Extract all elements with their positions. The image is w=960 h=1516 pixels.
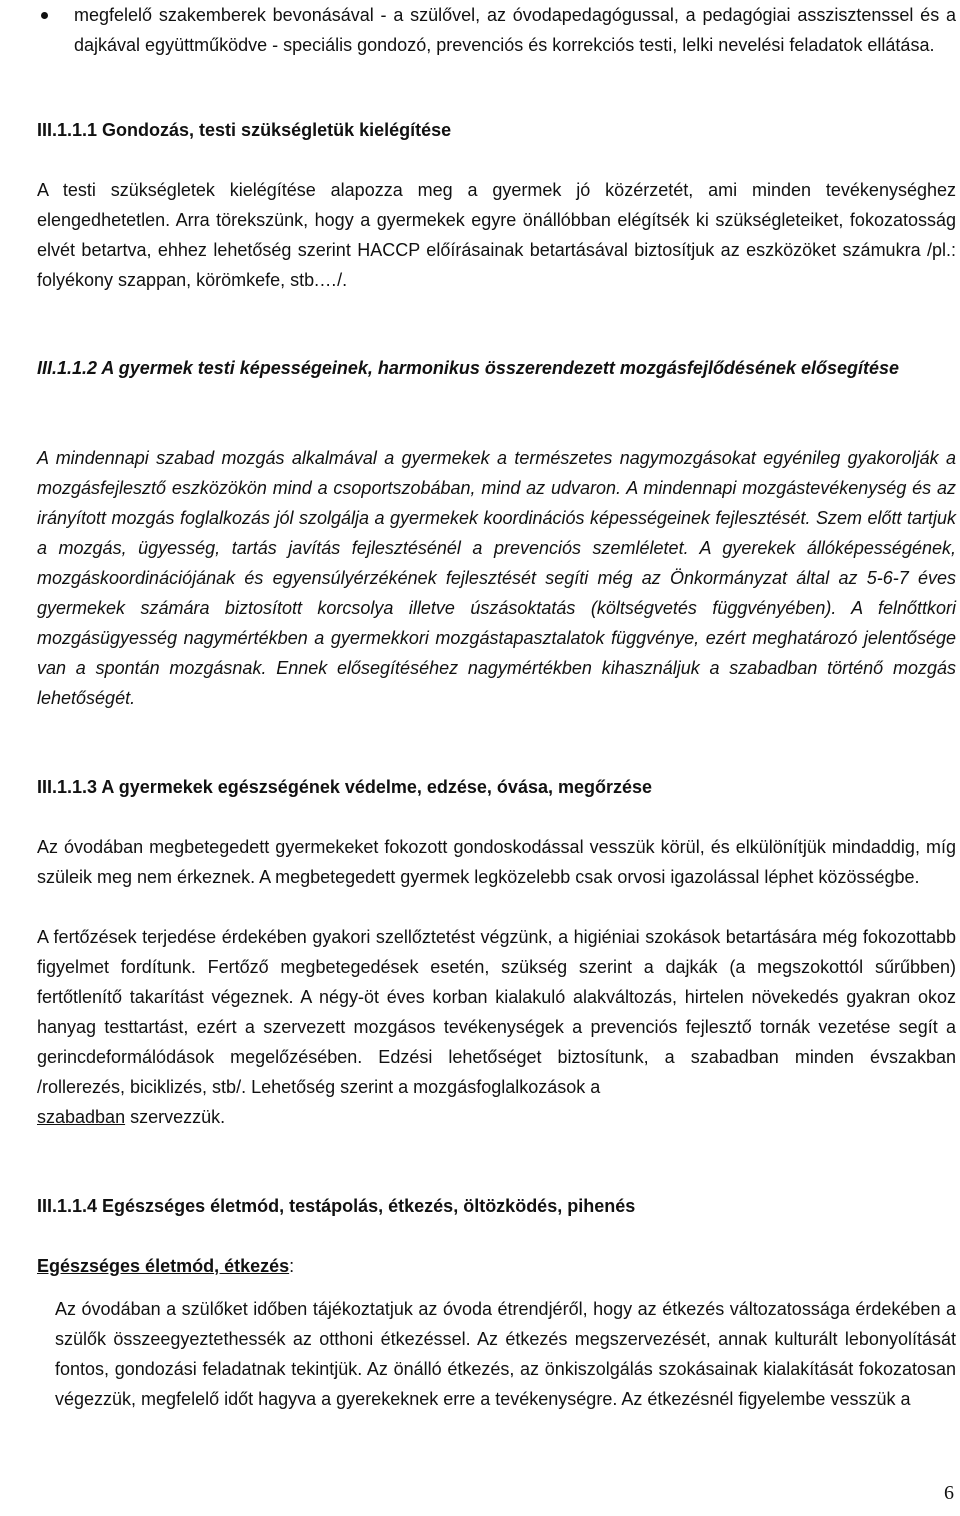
section-4-paragraph: Az óvodában a szülőket időben tájékoztatjuk az óvoda étrendjéről, hogy az étkezés változatossága érdekében a szülők összeegyeztethessék az otthoni étkezéssel. Az étkezés megszervezését, annak kulturált lebonyolítását fontos, gondozási feladatnak tekintjük. Az önálló étkezés, az önkiszolgálás szokásainak kialakítását fokozatosan végezzük, megfelelő időt hagyva a gyerekeknek erre a tevékenységre. Az étkezésnél figyelembe vesszük a [55, 1299, 956, 1409]
section-3-paragraph-2 [37, 922, 956, 1132]
section-1-paragraph: A testi szükségletek kielégítése alapozza meg a gyermek jó közérzetét, ami minden tevékenységhez elengedhetetlen. Arra törekszünk, hogy a gyermekek egyre önállóbban elégítsék ki szükségleteiket, fokozatosság elvét betartva, ehhez lehetőség szerint HACCP előírásainak betartásával biztosítjuk az eszközöket számukra /pl.: folyékony szappan, körömkefe, stb.…/. [37, 180, 956, 290]
subheading [37, 1251, 294, 1281]
page-number: 6 [944, 1482, 954, 1504]
bullet-item [74, 0, 956, 60]
subheading-text: Egészséges életmód, étkezés [37, 1256, 290, 1276]
section-3-paragraph-2-main: A fertőzések terjedése érdekében gyakori szellőztetést végzünk, a higiéniai szokások betartására még fokozottabb figyelmet fordítunk. Fertőző megbetegedések esetén, szükség szerint a dajkák (a megszokottól sűrűbben) fertőtlenítő takarítást végeznek. A négy-öt éves korban kialakuló alakváltozás, hirtelen növekedés gyakran okoz hanyag testtartást, ezért a szervezett mozgásos tevékenységek a prevenciós fejlesztő tornák vezetése segít a gerincdeformálódások megelőzésében. Edzési lehetőséget biztosítunk, a szabadban minden évszakban /rollerezés, biciklizés, stb/. Lehetőség szerint a mozgásfoglalkozások a [37, 927, 956, 1097]
section-heading-2: III.1.1.2 A gyermek testi képességeinek, harmonikus összerendezett mozgásfejlődésének elősegítése [37, 358, 900, 378]
bullet-text: megfelelő szakemberek bevonásával - a szülővel, az óvodapedagógussal, a pedagógiai asszisztenssel és a dajkával együttműködve - speciális gondozó, prevenciós és korrekciós testi, lelki nevelési feladatok ellátása. [74, 5, 956, 55]
section-2-paragraph: A mindennapi szabad mozgás alkalmával a gyermekek a természetes nagymozgásokat egyénileg gyakorolják a mozgásfejlesztő eszközökön mind a csoportszobában, mind az udvaron. A mindennapi mozgástevékenység és az irányított mozgás foglalkozás jól szolgálja a gyermekek koordinációs képességeinek fejlesztését. Szem előtt tartjuk a mozgás, ügyesség, tartás javítás fejlesztésénél a prevenciós szemléletet. A gyerekek állóképességének, mozgáskoordinációjának és egyensúlyérzékének fejlesztését segíti még az Önkormányzat által az 5-6-7 éves gyermekek számára biztosított korcsolya illetve úszásoktatás (költségvetés függvényében). A felnőttkori mozgásügyesség nagymértékben a gyermekkori mozgástapasztalatok függvénye, ezért meghatározó jelentősége van a spontán mozgásnak. Ennek elősegítéséhez nagymértékben kihasználjuk a szabadban történő mozgás lehetőségét. [37, 448, 956, 708]
section-heading-3: III.1.1.3 A gyermekek egészségének védelme, edzése, óvása, megőrzése [37, 777, 653, 797]
section-3-paragraph-2-end: szervezzük. [125, 1107, 226, 1127]
section-heading-1: III.1.1.1 Gondozás, testi szükségletük kielégítése [37, 120, 452, 140]
bullet-dot-icon [41, 12, 48, 19]
subheading-colon: : [289, 1256, 295, 1276]
underlined-word: szabadban [37, 1107, 126, 1127]
section-heading-4: III.1.1.4 Egészséges életmód, testápolás, étkezés, öltözködés, pihenés [37, 1196, 636, 1216]
section-3-paragraph-1: Az óvodában megbetegedett gyermekeket fokozott gondoskodással vesszük körül, és elkülönítjük mindaddig, míg szüleik meg nem érkeznek. A megbetegedett gyermek legközelebb csak orvosi igazolással léphet közösségbe. [37, 837, 956, 887]
